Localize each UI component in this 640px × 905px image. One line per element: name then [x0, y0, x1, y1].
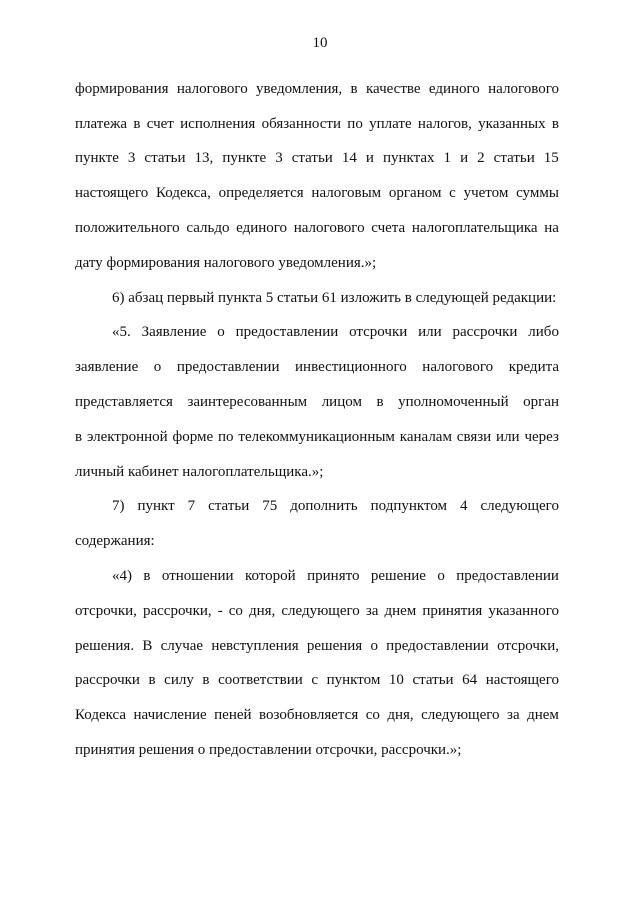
word: либо: [528, 324, 559, 341]
word: или: [418, 324, 442, 341]
word: 3: [127, 150, 136, 167]
word: Заявление: [141, 324, 207, 341]
word: следующего: [281, 602, 360, 619]
word: представляется: [75, 394, 173, 411]
text-line: [75, 107, 559, 142]
word: днем: [527, 707, 559, 724]
word: и: [365, 150, 374, 167]
word: указанных: [478, 115, 546, 132]
word: 10: [388, 672, 404, 689]
word: возобновляется: [259, 707, 359, 724]
text-line: [75, 698, 559, 733]
word: пункте: [75, 150, 119, 167]
word: налогового: [422, 359, 494, 376]
word: платежа: [75, 115, 128, 132]
paragraph: [75, 72, 559, 281]
word: заинтересованным: [187, 394, 308, 411]
word: настоящего: [75, 185, 149, 202]
word: 15: [543, 150, 559, 167]
word: 1: [443, 150, 452, 167]
word: каналам: [399, 428, 452, 445]
word: указанного: [488, 602, 559, 619]
word: случае: [160, 637, 204, 654]
word: «4): [112, 568, 132, 585]
word: за: [365, 602, 379, 619]
word: единого: [236, 220, 288, 237]
word: о: [217, 324, 225, 341]
word: через: [524, 428, 559, 445]
word: отсрочки: [349, 324, 408, 341]
word: счет: [146, 115, 174, 132]
word: налоговым: [311, 185, 382, 202]
paragraph: [75, 316, 559, 490]
word: подпунктом: [370, 498, 448, 515]
word: в: [75, 428, 83, 445]
word: инвестиционного: [295, 359, 407, 376]
word: 14: [341, 150, 357, 167]
text-line: [75, 664, 559, 699]
word: отсрочки,: [497, 637, 559, 654]
word: о: [437, 568, 445, 585]
word: решение: [370, 568, 426, 585]
text-line: [75, 176, 559, 211]
word: о: [370, 637, 378, 654]
word: предоставлении: [456, 568, 559, 585]
word: пункте: [222, 150, 267, 167]
word: или: [496, 428, 520, 445]
word: счета: [371, 220, 406, 237]
text-line: содержания:: [75, 533, 155, 550]
word: 13,: [194, 150, 214, 167]
word: В: [142, 637, 153, 654]
word: налогового: [293, 220, 365, 237]
text-line: [75, 350, 559, 385]
word: исполнения: [180, 115, 256, 132]
word: электронной: [86, 428, 168, 445]
word: днем: [384, 602, 417, 619]
word: настоящего: [485, 672, 559, 689]
text-line: [75, 559, 559, 594]
text-line: дату формирования налогового уведомления.»;: [75, 254, 377, 271]
word: налогового: [176, 80, 248, 97]
word: 2: [477, 150, 485, 167]
word: налогоплательщика: [411, 220, 538, 237]
word: со: [365, 707, 380, 724]
word: телекоммуникационным: [238, 428, 395, 445]
word: по: [347, 115, 363, 132]
text-line: 6) абзац первый пункта 5 статьи 61 изложить в следующей редакции:: [112, 289, 557, 306]
word: следующего: [480, 498, 559, 515]
word: 3: [275, 150, 283, 167]
word: отношении: [161, 568, 234, 585]
word: -: [217, 602, 223, 619]
word: суммы: [516, 185, 559, 202]
word: о: [153, 359, 162, 376]
word: невступления: [211, 637, 299, 654]
word: дня,: [387, 707, 414, 724]
word: в: [350, 80, 358, 97]
word: статьи: [144, 150, 186, 167]
word: отсрочки,: [75, 602, 137, 619]
word: рассрочки: [452, 324, 518, 341]
word: предоставлении: [235, 324, 339, 341]
word: пункт: [137, 498, 175, 515]
paragraph: [75, 559, 559, 768]
word: которой: [245, 568, 296, 585]
text-line: [75, 211, 559, 246]
word: Кодекса: [75, 707, 127, 724]
word: сальдо: [186, 220, 230, 237]
text-line: [75, 420, 559, 455]
text-line: [75, 385, 559, 420]
word: связи: [456, 428, 492, 445]
word: дополнить: [290, 498, 358, 515]
word: решения.: [75, 637, 135, 654]
word: по: [218, 428, 234, 445]
word: уполномоченный: [398, 394, 509, 411]
word: начисление: [133, 707, 207, 724]
word: и: [460, 150, 469, 167]
word: определяется: [218, 185, 304, 202]
word: принято: [307, 568, 360, 585]
word: налогов,: [417, 115, 472, 132]
word: 64: [462, 672, 478, 689]
word: налогового: [488, 80, 559, 97]
word: принятия: [422, 602, 483, 619]
text-line: [75, 142, 559, 177]
word: в: [143, 568, 151, 585]
word: соответствии: [218, 672, 303, 689]
word: в: [376, 394, 384, 411]
word: в: [551, 115, 559, 132]
page-number: 10: [312, 35, 328, 51]
word: качестве: [365, 80, 421, 97]
word: 7: [187, 498, 196, 515]
text-line: [75, 594, 559, 629]
document-body: [75, 72, 559, 768]
word: «5.: [112, 324, 131, 341]
word: орган: [523, 394, 559, 411]
word: статьи: [208, 498, 250, 515]
word: решения: [306, 637, 363, 654]
word: со: [228, 602, 243, 619]
word: статьи: [412, 672, 454, 689]
word: в: [133, 115, 141, 132]
word: силу: [164, 672, 194, 689]
word: обязанности: [261, 115, 341, 132]
word: предоставлении: [176, 359, 280, 376]
word: уведомления,: [256, 80, 343, 97]
word: статьи: [493, 150, 535, 167]
word: пунктах: [382, 150, 435, 167]
word: в: [148, 672, 156, 689]
word: 7): [112, 498, 125, 515]
paragraph: [75, 490, 559, 560]
word: с: [311, 672, 319, 689]
word: пунктом: [326, 672, 381, 689]
word: положительного: [75, 220, 180, 237]
text-line: [75, 316, 559, 351]
paragraph: [75, 281, 559, 316]
word: рассрочки: [75, 672, 140, 689]
word: пеней: [214, 707, 252, 724]
word: заявление: [75, 359, 139, 376]
word: дня,: [248, 602, 276, 619]
word: за: [507, 707, 520, 724]
word: уплате: [369, 115, 412, 132]
word: 4: [460, 498, 468, 515]
text-line: [75, 490, 559, 525]
word: в: [202, 672, 210, 689]
text-line: [75, 629, 559, 664]
word: статьи: [291, 150, 333, 167]
word: предоставлении: [386, 637, 489, 654]
word: следующего: [421, 707, 500, 724]
word: Кодекса,: [156, 185, 211, 202]
word: с: [449, 185, 456, 202]
word: органом: [388, 185, 442, 202]
word: 75: [262, 498, 278, 515]
text-line: личный кабинет налогоплательщика.»;: [75, 463, 324, 480]
text-line: принятия решения о предоставлении отсрочки, рассрочки.»;: [75, 742, 462, 759]
word: единого: [428, 80, 480, 97]
word: формирования: [75, 80, 169, 97]
text-line: [75, 72, 559, 107]
word: рассрочки,: [142, 602, 212, 619]
word: учетом: [463, 185, 509, 202]
word: кредита: [508, 359, 559, 376]
word: форме: [172, 428, 214, 445]
word: на: [544, 220, 559, 237]
word: лицом: [321, 394, 362, 411]
